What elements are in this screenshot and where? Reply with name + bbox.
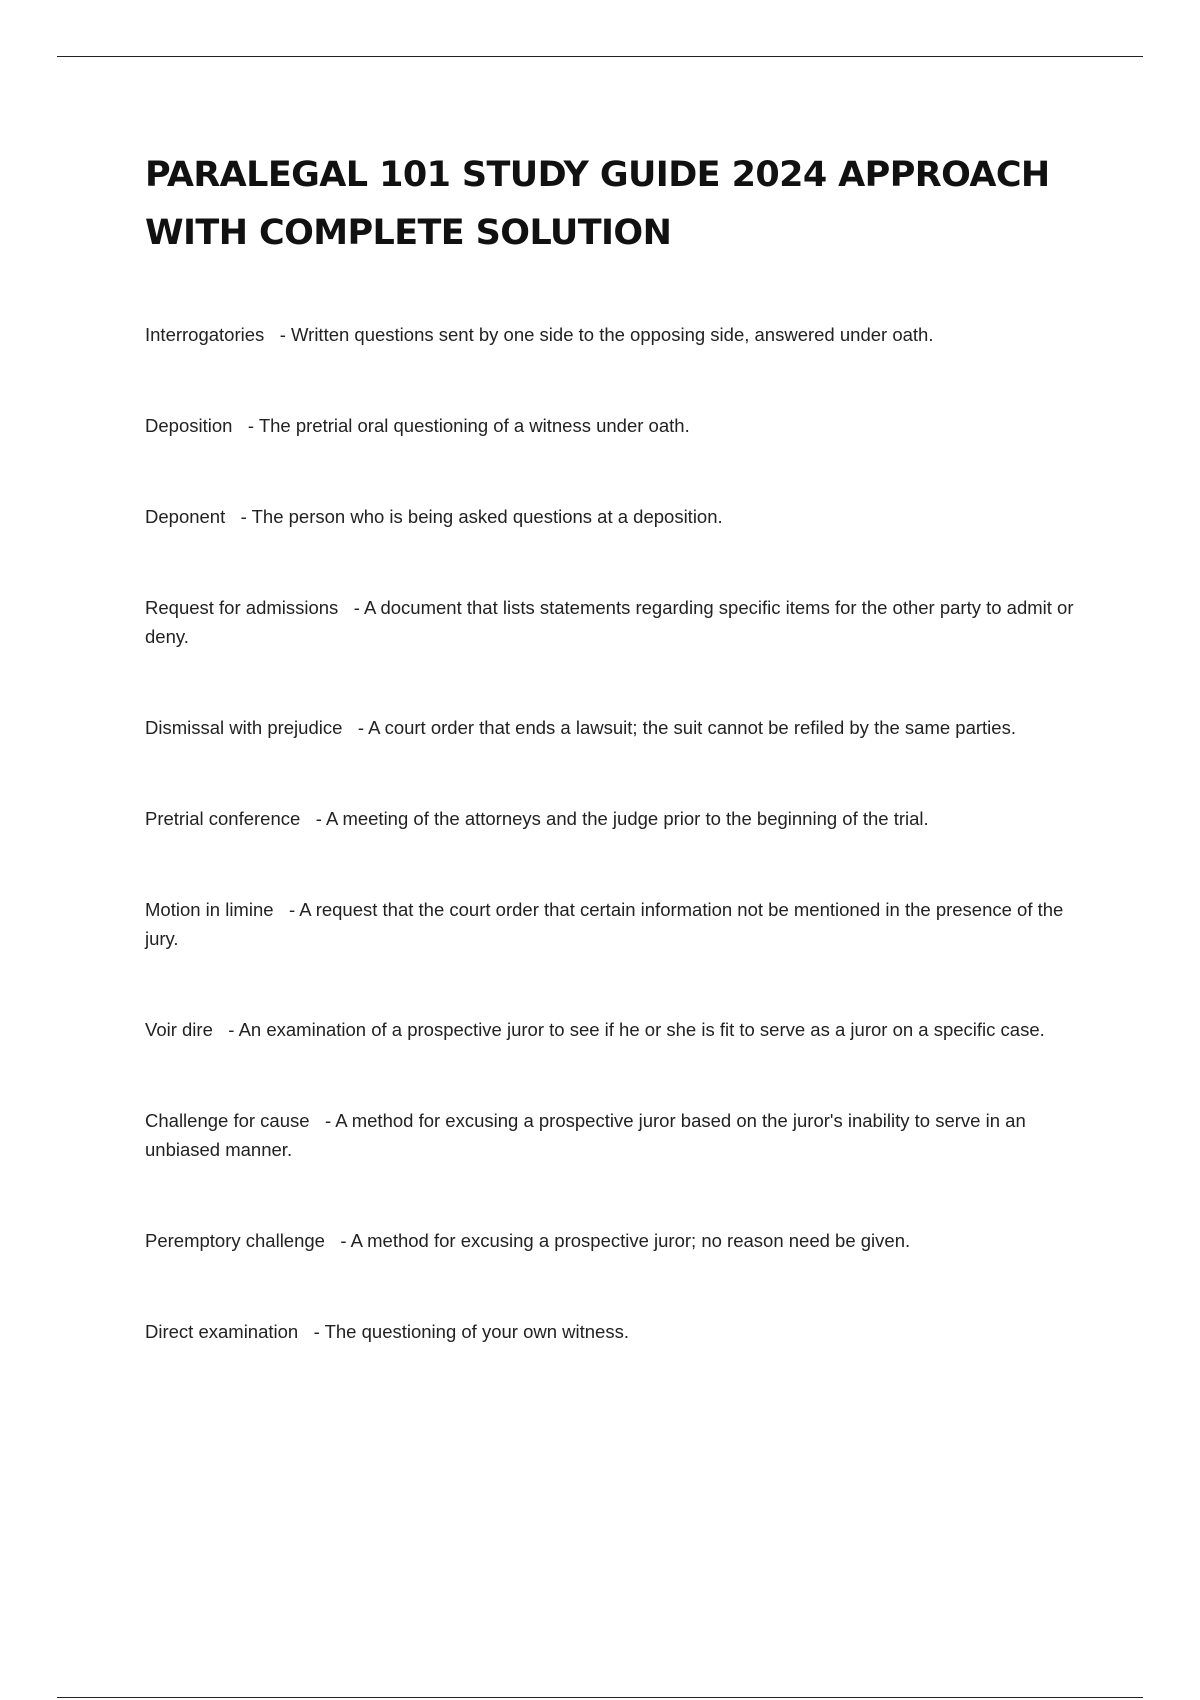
glossary-item: Request for admissions - A document that lists statements regarding specific items for the other party to admit or deny. bbox=[145, 597, 1074, 647]
term: Motion in limine bbox=[145, 899, 274, 920]
term: Voir dire bbox=[145, 1019, 213, 1040]
definition: Written questions sent by one side to the opposing side, answered under oath. bbox=[291, 324, 934, 345]
term: Interrogatories bbox=[145, 324, 265, 345]
term: Dismissal with prejudice bbox=[145, 717, 343, 738]
term: Deponent bbox=[145, 506, 226, 527]
definition: A method for excusing a prospective juror based on the juror's inability to serve in an unbiased manner. bbox=[145, 1110, 1026, 1160]
definition: A meeting of the attorneys and the judge prior to the beginning of the trial. bbox=[325, 808, 929, 829]
top-divider bbox=[57, 56, 1143, 57]
title-line-1: PARALEGAL 101 STUDY GUIDE 2024 APPROACH bbox=[145, 155, 1050, 195]
term: Deposition bbox=[145, 415, 233, 436]
glossary-item: Interrogatories - Written questions sent by one side to the opposing side, answered under oath. bbox=[145, 324, 934, 345]
glossary-item: Challenge for cause - A method for excusing a prospective juror based on the juror's inability to serve in an unbiased manner. bbox=[145, 1110, 1026, 1160]
document-title bbox=[145, 146, 1085, 262]
glossary-item: Deponent - The person who is being asked questions at a deposition. bbox=[145, 506, 723, 527]
glossary-item: Direct examination - The questioning of your own witness. bbox=[145, 1321, 629, 1342]
definition: A request that the court order that certain information not be mentioned in the presence of the jury. bbox=[145, 899, 1064, 949]
document-body bbox=[145, 146, 1085, 1408]
definition: An examination of a prospective juror to see if he or she is fit to serve as a juror on a specific case. bbox=[238, 1019, 1045, 1040]
definition: A document that lists statements regarding specific items for the other party to admit or deny. bbox=[145, 597, 1074, 647]
glossary-item: Dismissal with prejudice - A court order that ends a lawsuit; the suit cannot be refiled by the same parties. bbox=[145, 717, 1016, 738]
term: Challenge for cause bbox=[145, 1110, 310, 1131]
definition: The questioning of your own witness. bbox=[324, 1321, 629, 1342]
glossary-item: Deposition - The pretrial oral questioning of a witness under oath. bbox=[145, 415, 690, 436]
glossary-item: Motion in limine - A request that the court order that certain information not be mentioned in the presence of the jury. bbox=[145, 899, 1064, 949]
definition: The person who is being asked questions at a deposition. bbox=[251, 506, 723, 527]
glossary-list bbox=[145, 320, 1085, 1346]
definition: The pretrial oral questioning of a witness under oath. bbox=[258, 415, 690, 436]
term: Request for admissions bbox=[145, 597, 339, 618]
glossary-item: Voir dire - An examination of a prospective juror to see if he or she is fit to serve as a juror on a specific case. bbox=[145, 1019, 1045, 1040]
term: Direct examination bbox=[145, 1321, 299, 1342]
title-line-2: WITH COMPLETE SOLUTION bbox=[145, 213, 672, 253]
bottom-divider bbox=[57, 1697, 1143, 1698]
term: Pretrial conference bbox=[145, 808, 301, 829]
term: Peremptory challenge bbox=[145, 1230, 325, 1251]
glossary-item: Pretrial conference - A meeting of the attorneys and the judge prior to the beginning of the trial. bbox=[145, 808, 929, 829]
glossary-item: Peremptory challenge - A method for excusing a prospective juror; no reason need be given. bbox=[145, 1230, 911, 1251]
definition: A method for excusing a prospective juror; no reason need be given. bbox=[350, 1230, 911, 1251]
definition: A court order that ends a lawsuit; the suit cannot be refiled by the same parties. bbox=[368, 717, 1016, 738]
